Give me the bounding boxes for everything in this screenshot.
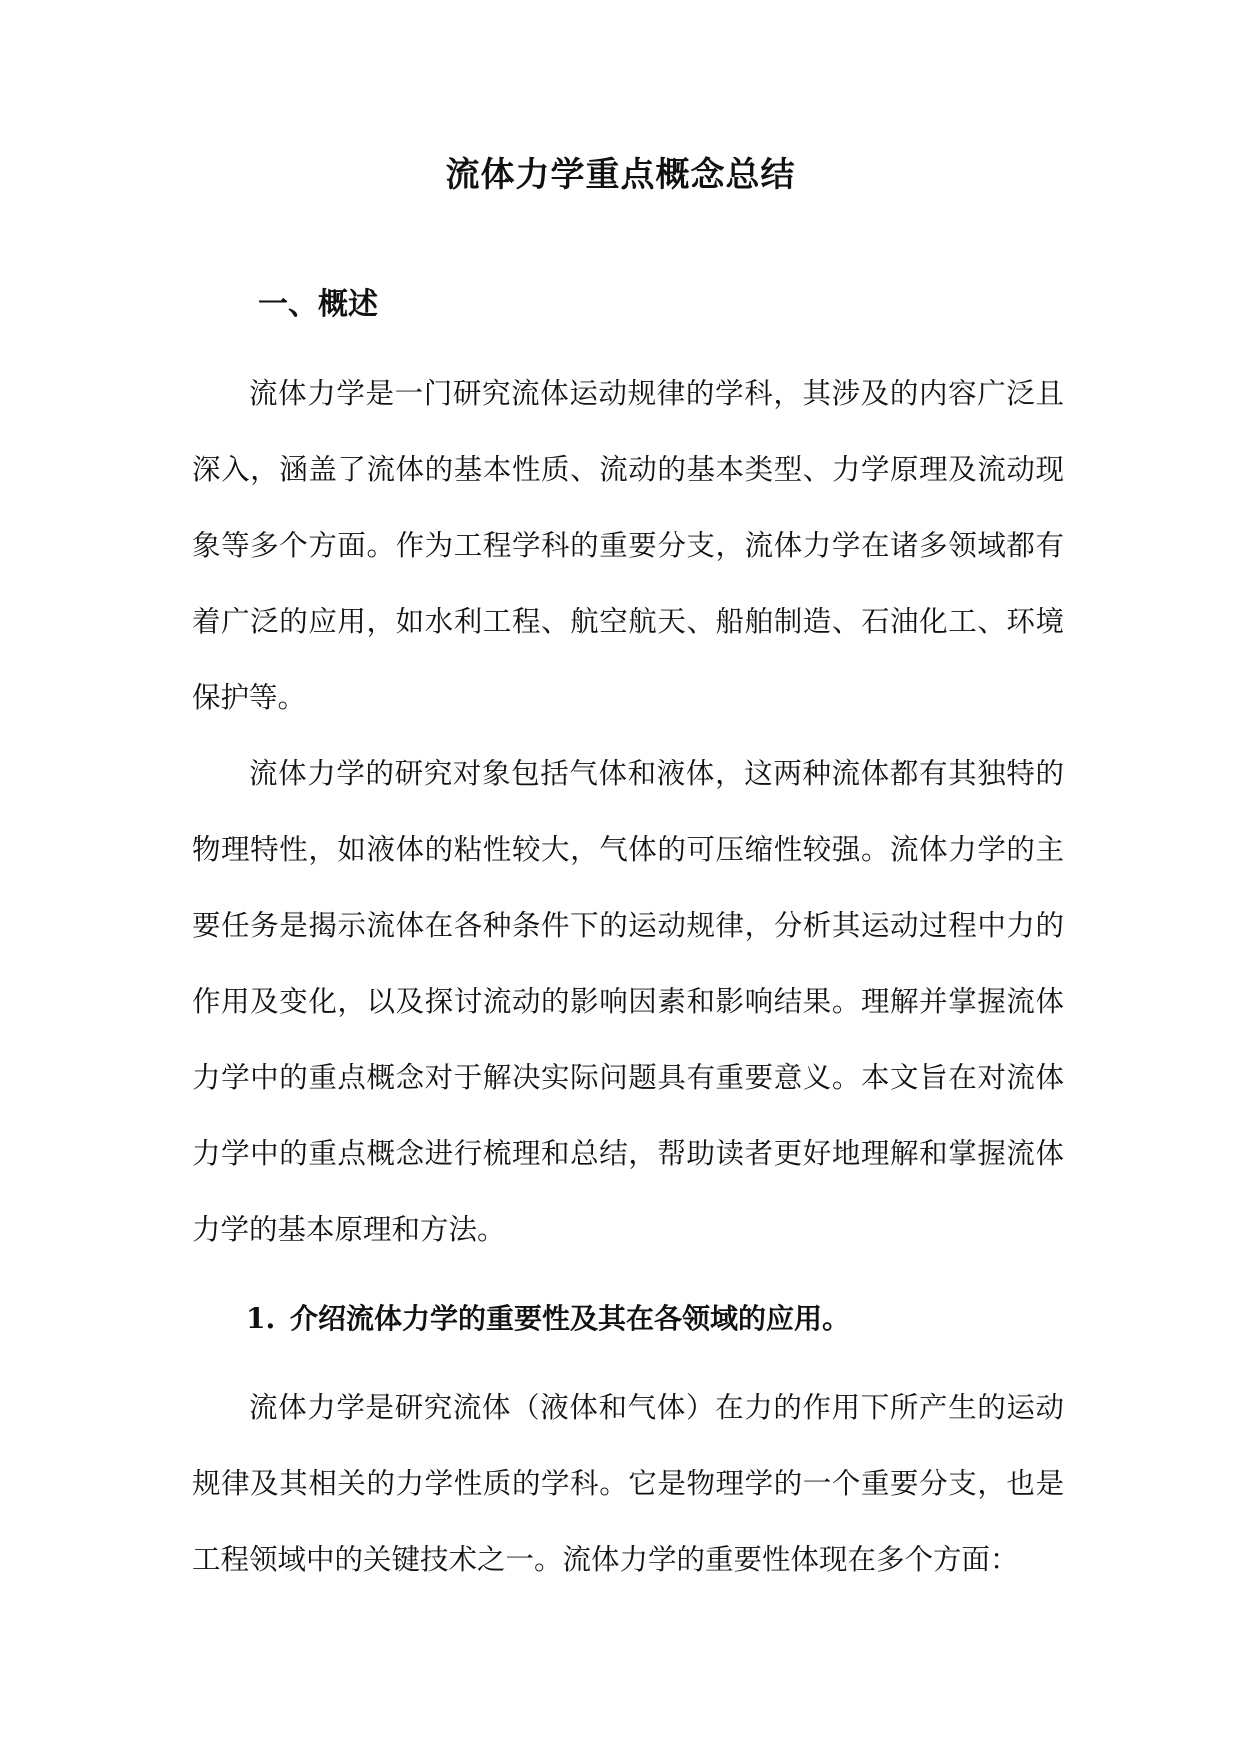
overview-paragraph-1: 流体力学是一门研究流体运动规律的学科，其涉及的内容广泛且深入，涵盖了流体的基本性质、流动的基本类型、力学原理及流动现象等多个方面。作为工程学科的重要分支，流体力学在诸多领域都有着广泛的应用，如水利工程、航空航天、船舶制造、石油化工、环境保护等。 [192, 377, 1064, 714]
subsection-number: 1. [246, 1302, 276, 1335]
subsection-heading-text: 介绍流体力学的重要性及其在各领域的应用。 [290, 1302, 851, 1335]
subsection-heading [246, 1294, 850, 1344]
subsection-paragraph: 流体力学是研究流体（液体和气体）在力的作用下所产生的运动规律及其相关的力学性质的学科。它是物理学的一个重要分支，也是工程领域中的关键技术之一。流体力学的重要性体现在多个方面： [192, 1391, 1064, 1576]
page-title: 流体力学重点概念总结 [445, 155, 796, 195]
section-heading-overview: 一、概述 [258, 287, 378, 322]
overview-paragraph-2: 流体力学的研究对象包括气体和液体，这两种流体都有其独特的物理特性，如液体的粘性较大，气体的可压缩性较强。流体力学的主要任务是揭示流体在各种条件下的运动规律，分析其运动过程中力的作用及变化，以及探讨流动的影响因素和影响结果。理解并掌握流体力学中的重点概念对于解决实际问题具有重要意义。本文旨在对流体力学中的重点概念进行梳理和总结，帮助读者更好地理解和掌握流体力学的基本原理和方法。 [192, 757, 1064, 1246]
